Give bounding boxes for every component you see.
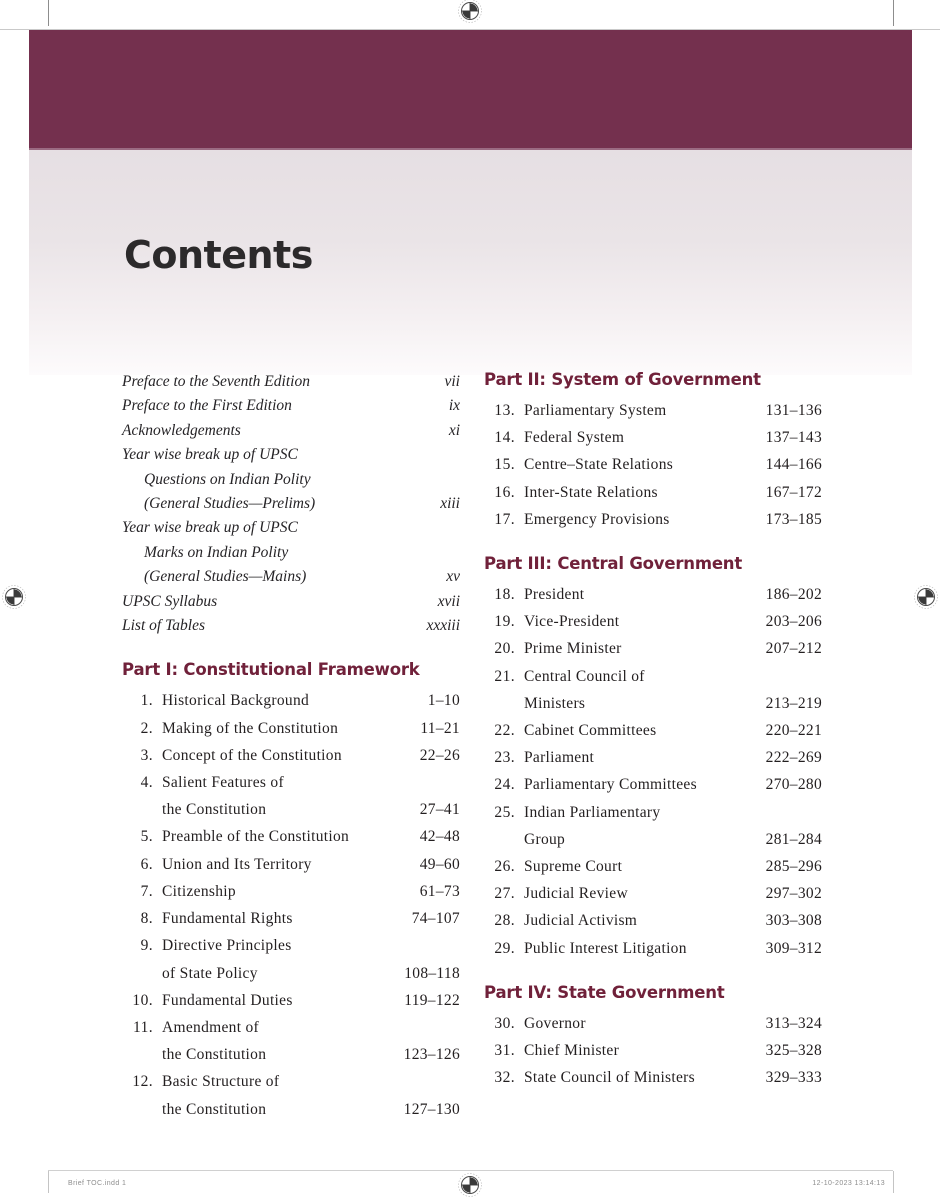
chapter-title-continued: of State Policy (162, 964, 258, 982)
chapter-title: Union and Its Territory (162, 855, 312, 873)
chapter-number: 29. (494, 939, 515, 957)
front-matter-page-number: xv (446, 568, 460, 586)
front-matter-line (122, 394, 460, 418)
chapter-title: State Council of Ministers (524, 1069, 695, 1087)
footer-rule (48, 1170, 893, 1171)
front-matter-page-number: xvii (437, 592, 460, 610)
page-canvas (29, 30, 912, 1170)
chapter-page-range: 123–126 (403, 1046, 460, 1064)
front-matter-line (122, 419, 460, 443)
toc-chapter-entry[interactable] (122, 687, 460, 714)
chapter-title: Public Interest Litigation (524, 939, 687, 957)
chapter-number: 6. (140, 855, 153, 873)
front-matter-page-number: xi (448, 421, 460, 439)
toc-chapter-entry[interactable] (484, 1064, 822, 1091)
chapter-title: Citizenship (162, 882, 236, 900)
chapter-number: 14. (494, 429, 515, 447)
chapter-number: 2. (140, 719, 153, 737)
registration-mark-right (913, 584, 939, 610)
toc-chapter-entry[interactable] (484, 397, 822, 424)
toc-chapter-entry[interactable] (122, 1014, 460, 1068)
toc-chapter-line (484, 424, 822, 451)
chapter-page-range: 127–130 (403, 1100, 460, 1118)
chapter-page-range: 270–280 (765, 776, 822, 794)
chapter-page-range: 313–324 (765, 1014, 822, 1032)
toc-chapter-line (122, 1014, 460, 1041)
toc-chapter-line (484, 506, 822, 533)
front-matter-title: List of Tables (122, 617, 205, 635)
front-matter-entry[interactable] (122, 590, 460, 614)
chapter-number: 28. (494, 912, 515, 930)
chapter-page-range: 303–308 (765, 912, 822, 930)
front-matter-title: Year wise break up of UPSC (122, 446, 298, 464)
chapter-title: Cabinet Committees (524, 722, 657, 740)
chapter-title: Vice-President (524, 613, 620, 631)
registration-mark-top (457, 0, 483, 24)
chapter-title-continued: the Constitution (162, 1046, 267, 1064)
front-matter-line (122, 565, 460, 589)
toc-chapter-entry[interactable] (484, 935, 822, 962)
chapter-number: 11. (133, 1018, 153, 1036)
chapter-page-range: 297–302 (765, 885, 822, 903)
toc-chapter-entry[interactable] (122, 987, 460, 1014)
toc-chapter-line (484, 935, 822, 962)
chapter-page-range: 207–212 (765, 640, 822, 658)
chapter-number: 12. (132, 1073, 153, 1091)
chapter-page-range: 11–21 (420, 719, 460, 737)
toc-chapter-line (122, 878, 460, 905)
toc-chapter-entry[interactable] (122, 715, 460, 742)
front-matter-title: UPSC Syllabus (122, 592, 218, 610)
front-matter-title: Preface to the First Edition (122, 397, 292, 415)
toc-chapter-line (484, 880, 822, 907)
toc-part-heading: Part I: Constitutional Framework (122, 660, 420, 680)
chapter-title: Fundamental Rights (162, 910, 293, 928)
toc-chapter-line (484, 451, 822, 478)
toc-chapter-line (484, 690, 822, 717)
chapter-number: 5. (140, 828, 153, 846)
chapter-title: Salient Features of (162, 774, 284, 792)
front-matter-title: (General Studies—Mains) (144, 568, 307, 586)
chapter-page-range: 144–166 (765, 456, 822, 474)
toc-part-heading: Part II: System of Government (484, 370, 761, 389)
toc-part-heading: Part IV: State Government (484, 982, 725, 1002)
chapter-page-range: 108–118 (404, 964, 460, 982)
toc-chapter-line (484, 635, 822, 662)
chapter-page-range: 309–312 (765, 939, 822, 957)
front-matter-page-number: xxxiii (426, 617, 460, 635)
crop-mark-top-right (893, 0, 894, 26)
chapter-page-range: 285–296 (765, 858, 822, 876)
chapter-title: Emergency Provisions (524, 510, 670, 528)
front-matter-line (122, 541, 460, 565)
toc-chapter-line (122, 960, 460, 987)
front-matter-entry[interactable] (122, 394, 460, 418)
toc-chapter-line (484, 608, 822, 635)
chapter-title-continued: Group (524, 830, 566, 848)
chapter-title: Inter-State Relations (524, 483, 658, 501)
toc-chapter-entry[interactable] (484, 771, 822, 798)
toc-chapter-line (484, 717, 822, 744)
chapter-number: 22. (494, 722, 515, 740)
toc-chapter-line (122, 796, 460, 823)
toc-chapter-entry[interactable] (484, 479, 822, 506)
chapter-number: 32. (494, 1069, 515, 1087)
chapter-number: 9. (140, 937, 153, 955)
toc-chapter-line (484, 907, 822, 934)
toc-chapter-entry[interactable] (122, 823, 460, 850)
front-matter-line (122, 590, 460, 614)
chapter-page-range: 203–206 (765, 613, 822, 631)
front-matter-entry[interactable] (122, 516, 460, 589)
toc-chapter-line (484, 397, 822, 424)
chapter-title-continued: the Constitution (162, 801, 267, 819)
footer-tick-left (48, 1171, 49, 1193)
front-matter-line (122, 614, 460, 638)
chapter-page-range: 213–219 (765, 694, 822, 712)
chapter-title: Indian Parliamentary (524, 803, 661, 821)
toc-chapter-line (484, 771, 822, 798)
chapter-title: Concept of the Constitution (162, 746, 342, 764)
chapter-title: Federal System (524, 429, 625, 447)
toc-chapter-entry[interactable] (484, 1037, 822, 1064)
footer-tick-right (893, 1171, 894, 1193)
toc-column-right (484, 370, 822, 1091)
toc-chapter-entry[interactable] (484, 799, 822, 853)
crop-mark-top-left (48, 0, 49, 26)
toc-chapter-line (122, 1068, 460, 1095)
toc-chapter-line (122, 851, 460, 878)
chapter-page-range: 42–48 (419, 828, 460, 846)
chapter-number: 17. (494, 510, 515, 528)
chapter-page-range: 49–60 (419, 855, 460, 873)
chapter-number: 23. (494, 749, 515, 767)
front-matter-title: Questions on Indian Polity (144, 470, 311, 488)
front-matter-title: Year wise break up of UPSC (122, 519, 298, 537)
toc-chapter-entry[interactable] (484, 506, 822, 533)
chapter-title: Amendment of (162, 1018, 260, 1036)
toc-chapter-entry[interactable] (484, 581, 822, 608)
toc-chapter-entry[interactable] (484, 853, 822, 880)
chapter-title: Historical Background (162, 692, 310, 710)
front-matter-line (122, 370, 460, 394)
chapter-page-range: 61–73 (419, 882, 460, 900)
chapter-page-range: 22–26 (419, 746, 460, 764)
chapter-title: Central Council of (524, 667, 645, 685)
chapter-title: Prime Minister (524, 640, 622, 658)
toc-chapter-line (122, 769, 460, 796)
chapter-title: Parliamentary System (524, 402, 667, 419)
toc-chapter-entry[interactable] (484, 608, 822, 635)
chapter-number: 24. (494, 776, 515, 794)
toc-part-heading: Part III: Central Government (484, 554, 743, 574)
front-matter-title: Preface to the Seventh Edition (122, 373, 310, 390)
toc-chapter-line (484, 1037, 822, 1064)
chapter-title: Centre–State Relations (524, 456, 674, 474)
page-title: Contents (124, 233, 313, 277)
chapter-page-range: 281–284 (765, 830, 822, 848)
chapter-title-continued: the Constitution (162, 1100, 267, 1118)
registration-mark-left (1, 584, 27, 610)
chapter-page-range: 329–333 (765, 1069, 822, 1087)
chapter-number: 10. (132, 991, 153, 1009)
front-matter-line (122, 492, 460, 516)
front-matter-page-number: vii (444, 373, 460, 390)
toc-chapter-entry[interactable] (484, 880, 822, 907)
front-matter-entry[interactable] (122, 443, 460, 516)
chapter-page-range: 222–269 (765, 749, 822, 767)
toc-chapter-line (122, 987, 460, 1014)
toc-chapter-line (122, 932, 460, 959)
toc-chapter-entry[interactable] (122, 932, 460, 986)
toc-chapter-line (484, 853, 822, 880)
header-banner (29, 30, 912, 148)
chapter-number: 3. (140, 746, 153, 764)
chapter-title: Parliamentary Committees (524, 776, 697, 794)
chapter-number: 25. (494, 803, 515, 821)
registration-mark-bottom (457, 1172, 483, 1198)
chapter-page-range: 1–10 (427, 692, 460, 710)
chapter-number: 13. (494, 402, 515, 419)
toc-column-left (122, 370, 460, 1123)
chapter-title: Judicial Activism (524, 912, 638, 930)
footer-timestamp: 12-10-2023 13:14:13 (812, 1180, 885, 1187)
front-matter-title: Marks on Indian Polity (144, 543, 289, 561)
chapter-title: Preamble of the Constitution (162, 828, 350, 846)
chapter-title: Judicial Review (524, 885, 628, 903)
chapter-number: 15. (494, 456, 515, 474)
toc-chapter-entry[interactable] (122, 905, 460, 932)
toc-chapter-entry[interactable] (484, 1010, 822, 1037)
toc-chapter-entry[interactable] (122, 1068, 460, 1122)
chapter-title: President (524, 586, 585, 604)
chapter-title: Making of the Constitution (162, 719, 339, 737)
chapter-number: 8. (140, 910, 153, 928)
toc-chapter-entry[interactable] (122, 742, 460, 769)
toc-chapter-line (122, 687, 460, 714)
toc-chapter-entry[interactable] (484, 717, 822, 744)
chapter-number: 31. (494, 1042, 515, 1060)
front-matter-entry[interactable] (122, 614, 460, 638)
chapter-title: Basic Structure of (162, 1073, 280, 1091)
front-matter-title: (General Studies—Prelims) (144, 495, 316, 513)
chapter-title: Fundamental Duties (162, 991, 293, 1009)
chapter-title: Chief Minister (524, 1042, 620, 1060)
toc-chapter-line (484, 663, 822, 690)
chapter-page-range: 173–185 (765, 510, 822, 528)
toc-chapter-entry[interactable] (484, 424, 822, 451)
toc-chapter-line (122, 1096, 460, 1123)
toc-chapter-line (484, 479, 822, 506)
chapter-title-continued: Ministers (524, 694, 586, 712)
toc-chapter-line (122, 905, 460, 932)
front-matter-page-number: ix (448, 397, 460, 415)
toc-chapter-line (484, 1064, 822, 1091)
toc-chapter-entry[interactable] (122, 851, 460, 878)
toc-chapter-entry[interactable] (484, 635, 822, 662)
chapter-number: 27. (494, 885, 515, 903)
chapter-number: 7. (140, 882, 153, 900)
chapter-page-range: 131–136 (765, 402, 822, 419)
chapter-number: 16. (494, 483, 515, 501)
footer-filename: Brief TOC.indd 1 (68, 1180, 127, 1187)
front-matter-entry[interactable] (122, 370, 460, 394)
toc-chapter-entry[interactable] (122, 769, 460, 823)
chapter-page-range: 74–107 (411, 910, 460, 928)
front-matter-line (122, 516, 460, 540)
chapter-page-range: 167–172 (765, 483, 822, 501)
toc-chapter-entry[interactable] (484, 451, 822, 478)
chapter-title: Parliament (524, 749, 595, 767)
chapter-number: 18. (494, 586, 515, 604)
front-matter-entry[interactable] (122, 419, 460, 443)
chapter-page-range: 137–143 (765, 429, 822, 447)
toc-chapter-entry[interactable] (484, 907, 822, 934)
chapter-title: Governor (524, 1014, 586, 1032)
front-matter-title: Acknowledgements (122, 421, 241, 439)
chapter-number: 30. (494, 1014, 515, 1032)
toc-chapter-entry[interactable] (122, 878, 460, 905)
toc-chapter-line (122, 715, 460, 742)
chapter-number: 20. (494, 640, 515, 658)
chapter-page-range: 119–122 (404, 991, 460, 1009)
chapter-page-range: 27–41 (419, 801, 460, 819)
toc-chapter-entry[interactable] (484, 744, 822, 771)
toc-chapter-line (484, 799, 822, 826)
toc-chapter-line (484, 581, 822, 608)
chapter-number: 1. (140, 692, 153, 710)
chapter-number: 19. (494, 613, 515, 631)
toc-chapter-line (484, 1010, 822, 1037)
toc-chapter-line (122, 1041, 460, 1068)
front-matter-line (122, 443, 460, 467)
chapter-number: 21. (494, 667, 515, 685)
toc-chapter-entry[interactable] (484, 663, 822, 717)
toc-chapter-line (484, 744, 822, 771)
chapter-number: 4. (140, 774, 153, 792)
chapter-page-range: 220–221 (765, 722, 822, 740)
chapter-number: 26. (494, 858, 515, 876)
toc-chapter-line (122, 823, 460, 850)
chapter-page-range: 186–202 (765, 586, 822, 604)
front-matter-page-number: xiii (440, 495, 460, 513)
chapter-title: Supreme Court (524, 858, 623, 876)
toc-chapter-line (122, 742, 460, 769)
chapter-page-range: 325–328 (765, 1042, 822, 1060)
front-matter-line (122, 468, 460, 492)
chapter-title: Directive Principles (162, 937, 292, 955)
toc-chapter-line (484, 826, 822, 853)
